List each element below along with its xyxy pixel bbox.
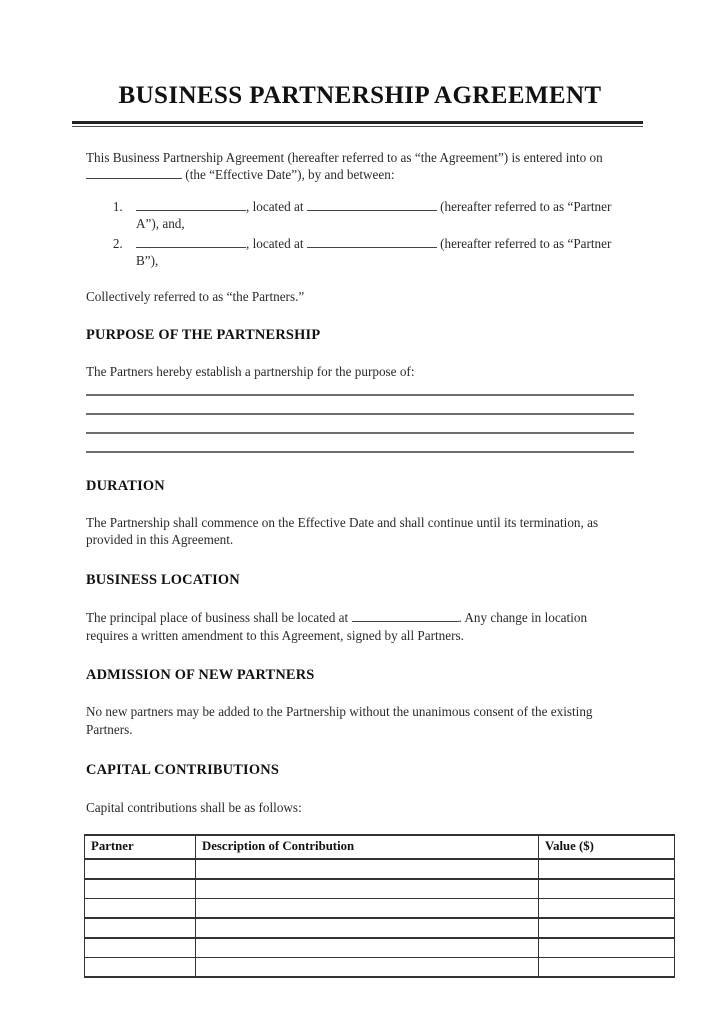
table-row [85,879,675,899]
cell-value[interactable] [539,859,675,879]
section-heading-capital-contributions: CAPITAL CONTRIBUTIONS [86,762,280,779]
column-header-description: Description of Contribution [196,835,539,859]
intro-text-after-blank: (the “Effective Date”), by and between: [185,167,395,183]
section-heading-purpose: PURPOSE OF THE PARTNERSHIP [86,327,321,344]
collective-reference-line: Collectively referred to as “the Partners.” [86,288,305,304]
cell-description[interactable] [196,957,539,977]
location-text-before-blank: The principal place of business shall be located at [86,609,349,625]
column-header-value: Value ($) [539,835,675,859]
capital-contributions-table [84,834,675,978]
cell-partner[interactable] [85,957,196,977]
purpose-blank-line-3[interactable] [86,432,634,434]
partner-b-tail-text: (hereafter referred to as “Partner B”), [136,235,612,269]
purpose-blank-line-4[interactable] [86,451,634,453]
partner-a-address-blank[interactable] [307,210,437,211]
cell-value[interactable] [539,879,675,899]
location-text-after-blank: . Any change in location requires a written amendment to this Agreement, signed by all Partners. [86,609,588,643]
table-header-row [85,835,675,859]
section-heading-admission-of-new-partners: ADMISSION OF NEW PARTNERS [86,667,315,684]
title-divider-rule [72,121,643,127]
cell-partner[interactable] [85,918,196,938]
cell-description[interactable] [196,879,539,899]
partner-b-address-blank[interactable] [307,247,437,248]
list-item [126,198,626,233]
partner-b-name-blank[interactable] [136,247,246,248]
table-row [85,957,675,977]
section-paragraph-duration: The Partnership shall commence on the Effective Date and shall continue until its termination, as provided in this Agreement. [86,514,599,548]
capital-contributions-table-wrapper [72,834,648,978]
partner-a-name-blank[interactable] [136,210,246,211]
cell-description[interactable] [196,938,539,958]
document-title: BUSINESS PARTNERSHIP AGREEMENT [118,82,602,109]
list-item [126,235,626,270]
section-paragraph-capital: Capital contributions shall be as follows: [86,800,302,816]
parties-list [72,198,648,270]
table-body [85,859,675,977]
partner-a-tail-text: (hereafter referred to as “Partner A”), and, [136,198,612,232]
cell-partner[interactable] [85,859,196,879]
column-header-partner: Partner [85,835,196,859]
cell-description[interactable] [196,918,539,938]
cell-value[interactable] [539,938,675,958]
purpose-blank-line-2[interactable] [86,413,634,415]
table-row [85,918,675,938]
intro-text-before-blank: This Business Partnership Agreement (hereafter referred to as “the Agreement”) is entered into on [86,149,603,165]
cell-value[interactable] [539,918,675,938]
section-paragraph-business-location [72,609,626,644]
purpose-blank-line-1[interactable] [86,394,634,396]
partner-a-located-label: , located at [246,198,304,214]
document-content [72,0,648,978]
table-row [85,898,675,918]
cell-partner[interactable] [85,898,196,918]
cell-value[interactable] [539,957,675,977]
cell-description[interactable] [196,898,539,918]
partner-b-located-label: , located at [246,235,304,251]
cell-partner[interactable] [85,879,196,899]
table-header [85,835,675,859]
cell-partner[interactable] [85,938,196,958]
section-paragraph-purpose: The Partners hereby establish a partnership for the purpose of: [86,364,415,380]
cell-value[interactable] [539,898,675,918]
section-paragraph-admission: No new partners may be added to the Partnership without the unanimous consent of the existing Partners. [86,704,593,737]
business-location-blank[interactable] [352,621,459,622]
section-heading-business-location: BUSINESS LOCATION [86,571,240,588]
effective-date-blank[interactable] [86,178,182,179]
intro-paragraph [72,149,634,184]
table-row [85,859,675,879]
section-heading-duration: DURATION [86,477,165,494]
table-row [85,938,675,958]
cell-description[interactable] [196,859,539,879]
purpose-blank-lines [72,394,634,453]
